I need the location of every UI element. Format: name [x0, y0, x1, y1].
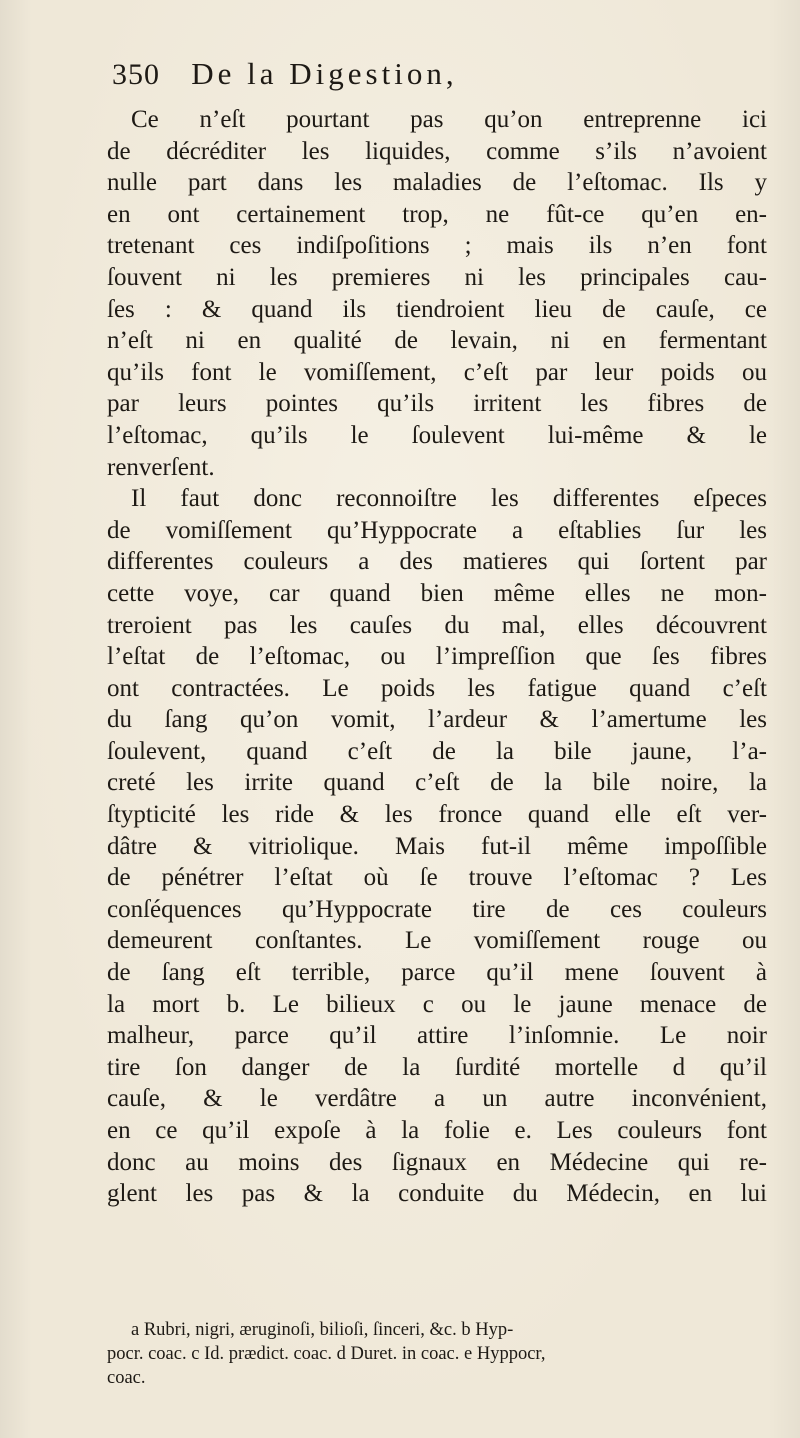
text-line: qu’ils font le vomiſſement, c’eſt par leur poids ou — [107, 358, 767, 386]
text-line: la mort b. Le bilieux c ou le jaune menace de — [107, 990, 767, 1018]
text-line: dâtre & vitriolique. Mais fut-il même impoſſible — [107, 832, 767, 860]
text-line: tire ſon danger de la ſurdité mortelle d qu’il — [107, 1053, 767, 1081]
text-line: ont contractées. Le poids les fatigue quand c’eſt — [107, 674, 767, 702]
footnote-line: pocr. coac. c Id. prædict. coac. d Duret. in coac. e Hyppocr, — [107, 1344, 546, 1364]
text-line: creté les irrite quand c’eſt de la bile noire, la — [107, 769, 767, 797]
footnote-line: coac. — [107, 1368, 146, 1388]
text-line: du ſang qu’on vomit, l’ardeur & l’amertume les — [107, 706, 767, 734]
text-line: nulle part dans les maladies de l’eſtomac. Ils y — [107, 169, 767, 197]
text-line: cauſe, & le verdâtre a un autre inconvénient, — [107, 1085, 767, 1113]
text-line: glent les pas & la conduite du Médecin, en lui — [107, 1180, 767, 1208]
text-line: conſéquences qu’Hyppocrate tire de ces couleurs — [107, 895, 767, 923]
text-line: donc au moins des ſignaux en Médecine qui re- — [107, 1148, 767, 1176]
text-line: renverſent. — [107, 453, 215, 481]
text-line: l’eſtat de l’eſtomac, ou l’impreſſion que ſes fibres — [107, 643, 767, 671]
text-line: treroient pas les cauſes du mal, elles découvrent — [107, 611, 767, 639]
text-line: de vomiſſement qu’Hyppocrate a eſtablies ſur les — [107, 516, 767, 544]
text-line: Il faut donc reconnoiſtre les differentes eſpeces — [131, 485, 767, 513]
text-line: de décréditer les liquides, comme s’ils n’avoient — [107, 137, 767, 165]
text-line: demeurent conſtantes. Le vomiſſement rouge ou — [107, 927, 767, 955]
footnotes — [107, 1318, 767, 1390]
text-line: de pénétrer l’eſtat où ſe trouve l’eſtomac ? Les — [107, 864, 767, 892]
text-line: ſouvent ni les premieres ni les principales cau- — [107, 263, 767, 291]
text-line: n’eſt ni en qualité de levain, ni en fermentant — [107, 327, 767, 355]
text-line: Ce n’eſt pourtant pas qu’on entreprenne ici — [131, 106, 767, 133]
text-line: de ſang eſt terrible, parce qu’il mene ſouvent à — [107, 959, 767, 987]
body-text — [107, 104, 767, 1210]
text-line: malheur, parce qu’il attire l’inſomnie. Le noir — [107, 1022, 767, 1050]
text-line: tretenant ces indiſpoſitions ; mais ils n’en font — [107, 232, 767, 260]
text-line: differentes couleurs a des matieres qui ſortent par — [107, 548, 767, 576]
text-line: cette voye, car quand bien même elles ne mon- — [107, 579, 767, 607]
running-header — [112, 56, 752, 100]
text-line: ſoulevent, quand c’eſt de la bile jaune, l’a- — [107, 737, 767, 765]
text-line: l’eſtomac, qu’ils le ſoulevent lui-même & le — [107, 421, 767, 449]
running-title: De la Digestion, — [191, 56, 458, 91]
page-number: 350 — [112, 58, 160, 91]
text-line: en ont certainement trop, ne fût-ce qu’en en- — [107, 200, 767, 228]
text-line: ſtypticité les ride & les fronce quand elle eſt ver- — [107, 801, 767, 829]
text-line: ſes : & quand ils tiendroient lieu de cauſe, ce — [107, 295, 767, 323]
text-line: par leurs pointes qu’ils irritent les fibres de — [107, 390, 767, 418]
footnote-line: a Rubri, nigri, æruginoſi, bilioſi, ſinceri, &c. b Hyp- — [131, 1320, 514, 1340]
text-line: en ce qu’il expoſe à la folie e. Les couleurs font — [107, 1117, 767, 1144]
